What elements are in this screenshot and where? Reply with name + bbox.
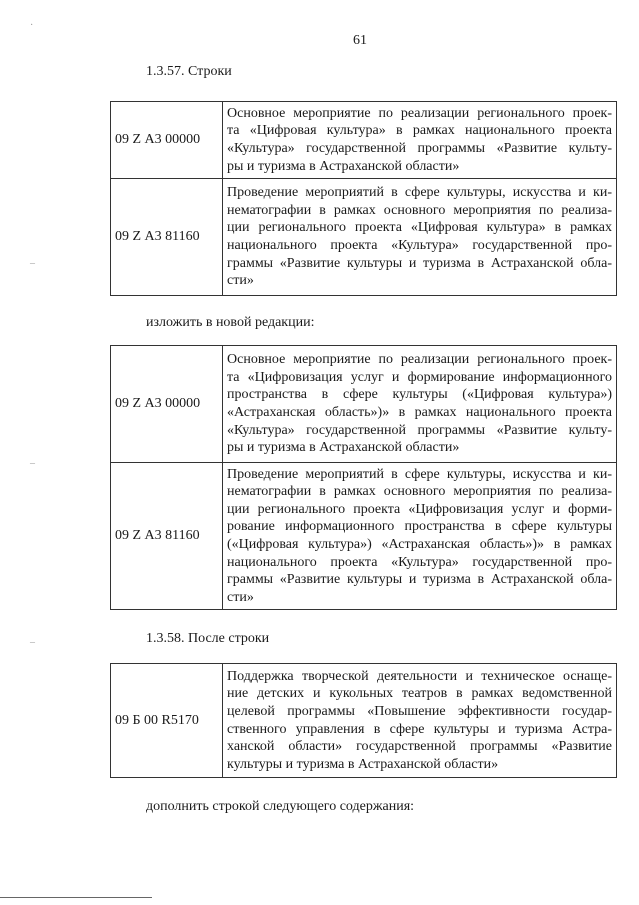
description-cell <box>223 664 617 778</box>
description-cell <box>223 346 617 463</box>
table-row <box>111 102 617 179</box>
description-line: Основное мероприятие по реализации регионального проек- <box>227 352 612 368</box>
description-line: «Астраханская область»)» в рамках национального проекта <box>227 405 612 420</box>
scan-mark: – <box>30 258 35 269</box>
budget-table-old <box>110 101 617 296</box>
description-cell <box>223 102 617 179</box>
budget-table-new <box>110 345 617 610</box>
description-line: сти» <box>227 273 254 289</box>
scan-mark: – <box>30 637 35 648</box>
budget-code-cell: 09 Б 00 R5170 <box>111 664 223 778</box>
description-line: пространства в сфере культуры («Цифровая культура») <box>227 387 612 403</box>
description-line: ры и туризма в Астраханской области» <box>227 158 460 174</box>
description-line: та «Цифровизация услуг и формирование информационного <box>227 369 612 385</box>
description-line: ственного управления в сфере культуры и туризма Астра- <box>227 721 612 737</box>
description-line: «Культура» государственной программы «Развитие культу- <box>227 422 612 438</box>
description-line: ции регионального проекта «Цифровая культура» в рамках <box>227 220 612 236</box>
page-number: 61 <box>353 33 367 48</box>
replace-instruction: изложить в новой редакции: <box>146 315 315 330</box>
budget-table-after <box>110 663 617 778</box>
description-line: «Культура» государственной программы «Развитие культу- <box>227 141 612 156</box>
description-line: («Цифровая культура») «Астраханская область»)» в рамках <box>227 537 612 552</box>
description-line: Основное мероприятие по реализации регионального проек- <box>227 105 612 121</box>
description-line: ние детских и кукольных театров в рамках ведомственной <box>227 686 612 702</box>
description-line: Проведение мероприятий в сфере культуры, искусства и ки- <box>227 185 612 201</box>
scan-mark: – <box>30 458 35 469</box>
description-line: ции регионального проекта «Цифровизация услуг и форми- <box>227 501 612 517</box>
description-line: ры и туризма в Астраханской области» <box>227 440 460 456</box>
description-line: граммы «Развитие культуры и туризма в Астраханской обла- <box>227 255 612 271</box>
section-1-3-57-heading: 1.3.57. Строки <box>146 64 232 79</box>
budget-code-cell: 09 Z А3 81160 <box>111 179 223 296</box>
description-line: Проведение мероприятий в сфере культуры, искусства и ки- <box>227 466 612 482</box>
description-line: та «Цифровая культура» в рамках национального проекта <box>227 123 612 139</box>
description-line: национального проекта «Культура» государственной про- <box>227 554 612 570</box>
append-instruction: дополнить строкой следующего содержания: <box>146 799 415 814</box>
description-line: Поддержка творческой деятельности и техническое оснаще- <box>227 668 612 684</box>
description-line: национального проекта «Культура» государственной про- <box>227 238 612 253</box>
description-line: культуры и туризма в Астраханской области» <box>227 756 499 772</box>
budget-code-cell: 09 Z А3 00000 <box>111 102 223 179</box>
description-line: целевой программы «Повышение эффективности государ- <box>227 703 612 719</box>
description-line: сти» <box>227 589 254 605</box>
table-row <box>111 179 617 296</box>
footnote-rule <box>0 897 152 898</box>
table-row <box>111 346 617 463</box>
table-row <box>111 664 617 778</box>
description-line: нематографии в рамках основного мероприятия по реализа- <box>227 484 612 500</box>
description-line: граммы «Развитие культуры и туризма в Астраханской обла- <box>227 572 612 588</box>
description-cell <box>223 463 617 610</box>
budget-code-cell: 09 Z А3 00000 <box>111 346 223 463</box>
scan-mark: · <box>30 20 34 31</box>
description-line: ханской области» государственной программы «Развитие <box>227 739 612 755</box>
description-line: рование информационного пространства в сфере культуры <box>227 519 612 535</box>
description-line: нематографии в рамках основного мероприятия по реализа- <box>227 202 612 218</box>
section-1-3-58-heading: 1.3.58. После строки <box>146 631 270 646</box>
budget-code-cell: 09 Z А3 81160 <box>111 463 223 610</box>
table-row <box>111 463 617 610</box>
description-cell <box>223 179 617 296</box>
